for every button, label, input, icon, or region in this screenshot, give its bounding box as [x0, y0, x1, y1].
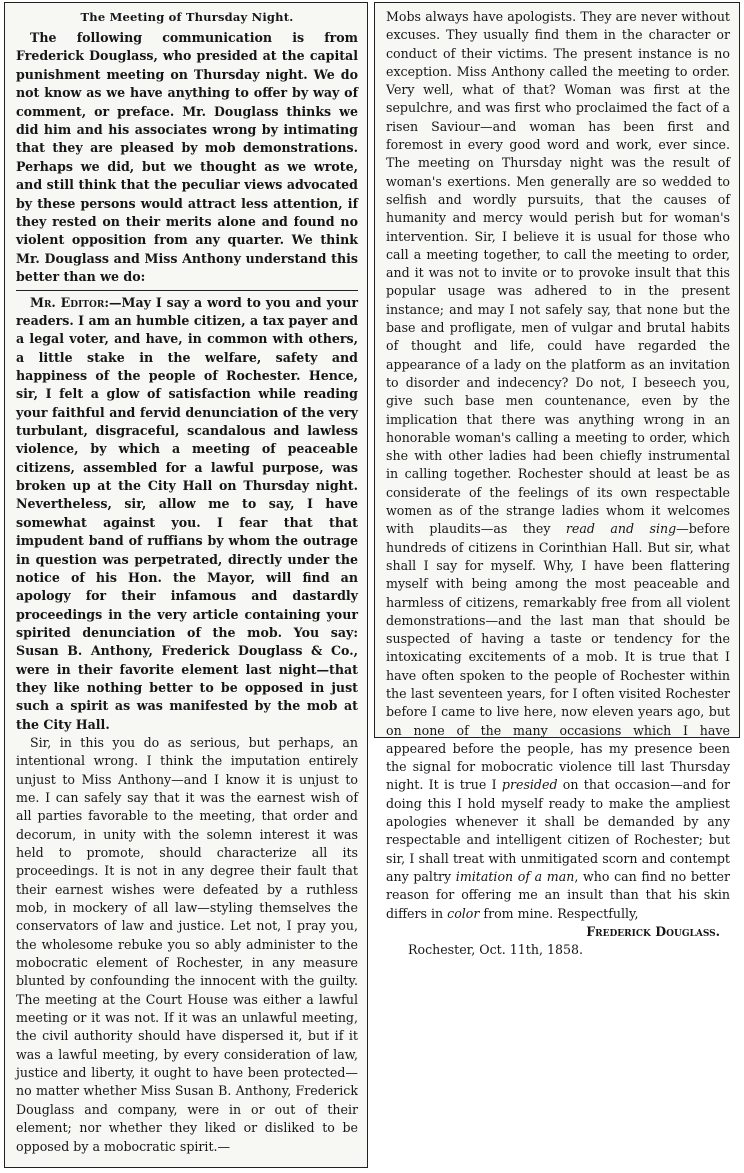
salutation: Mr. Editor	[30, 294, 105, 310]
right-column	[374, 2, 740, 958]
left-column	[4, 2, 368, 1168]
editorial-intro: The following communication is from Frederick Douglass, who presided at the capital punishment meeting on Thursday night. We do not know as we have anything to offer by way of comment, or preface. Mr. Douglass thinks we did him and his associates wrong by intimating that they are pleased by mob demonstrations. Perhaps we did, but we thought as we wrote, and still think that the peculiar views advocated by these persons would attract less attention, if they rested on their merits alone and found no violent opposition from any quarter. We think Mr. Douglass and Miss Anthony understand this better than we do:	[16, 30, 358, 285]
section-divider	[16, 290, 358, 291]
paragraph-3-part-a: Mobs always have apologists. They are never without excuses. They usually find them in the character or conduct of their victims. The present instance is no exception. Miss Anthony called the meeting to order. Very well, what of that? Woman was first at the sepulchre, and was first who proclaimed the fact of a risen Saviour—and woman has been first and foremost in every good word and work, ever since. The meeting on Thursday night was the result of woman's exertions. Men generally are so wedded to selfish and wordly pursuits, that the causes of humanity and mercy would perish but for woman's intervention. Sir, I believe it is usual for those who call a meeting together, to call the meeting to order, and it was not to invite or to provoke insult that this popular usage was adhered to in the present instance; and may I not safely say, that none but the base and profligate, men of vulgar and brutal habits of thought and life, could have regarded the appearance of a lady on the platform as an invitation to disorder and indecency? Do not, I beseech you, give such base men countenance, even by the implication that there was anything wrong in an honorable woman's calling a meeting to order, which she with other ladies had been chiefly instrumental in calling together. Rochester should at least be as considerate of the feelings of its own respectable women as of the strange ladies whom it welcomes with plaudits—as they	[386, 9, 730, 537]
closing-respectfully: Respectfully,	[557, 905, 639, 921]
italic-color: color	[447, 905, 480, 921]
italic-imitation-of-a-man: imitation of a man	[455, 868, 575, 884]
paragraph-3-part-c: on that occasion—and for doing this I hold myself ready to make the ampliest apologies whenever it shall be demanded by any respectable and intelligent citizen of Rochester; but sir, I shall treat with unmitigated scorn and contempt any paltry	[386, 777, 730, 884]
dateline: Rochester, Oct. 11th, 1858.	[408, 942, 584, 958]
paragraph-3-part-b: —before hundreds of citizens in Corinthian Hall. But sir, what shall I say for myself. Why, I have been flattering myself with being among the most peaceable and harmless of citizens, remarkably free from all violent demonstrations—and the last man that should be suspected of having a taste or tendency for the intoxicating excitements of a mob. It is true that I have often spoken to the people of Rochester within the last seventeen years, for I often visited Rochester before I came to live here, now eleven years ago, but on none of the many occasions which I have appeared before the people, has my presence been the signal for mobocratic violence till last Thursday night. It is true I	[386, 521, 730, 793]
letter-paragraph-2: Sir, in this you do as serious, but perhaps, an intentional wrong. I think the imputation entirely unjust to Miss Anthony—and I know it is unjust to me. I can safely say that it was the earnest wish of all parties favorable to the meeting, that order and decorum, in unity with the solemn interest it was held to promote, should characterize all its proceedings. It is not in any degree their fault that their earnest wishes were defeated by a ruthless mob, in mockery of all law—styling themselves the conservators of law and justice. Let not, I pray you, the wholesome rebuke you so ably administer to the mobocratic element of Rochester, in any measure blunted by confounding the innocent with the guilty. The meeting at the Court House was either a lawful meeting or it was not. If it was an unlawful meeting, the civil authority should have dispersed it, but if it was a lawful meeting, by every consideration of law, justice and liberty, it ought to have been protected—no matter whether Miss Susan B. Anthony, Frederick Douglass and company, were in or out of their element; nor whether they liked or disliked to be opposed by a mobocratic spirit.—	[16, 734, 358, 1154]
signature: Frederick Douglass.	[586, 923, 720, 939]
paragraph-3-part-d: , who can find no better reason for offering me an insult than that his skin differs in	[386, 868, 731, 921]
letter-paragraph-1-text: :—May I say a word to you and your readers. I am an humble citizen, a tax payer and a legal voter, and have, in common with others, a little stake in the welfare, safety and happiness of the people of Rochester. Hence, sir, I felt a glow of satisfaction while reading your faithful and fervid denunciation of the very turbulant, disgraceful, scandalous and lawless violence, by which a meeting of peaceable citizens, assembled for a lawful purpose, was broken up at the City Hall on Thursday night. Nevertheless, sir, allow me to say, I have somewhat against you. I fear that that impudent band of ruffians by whom the outrage in question was perpetrated, directly under the notice of his Hon. the Mayor, will find an apology for their infamous and dastardly proceedings in the very article containing your spirited denunciation of the mob. You say: Susan B. Anthony, Frederick Douglass & Co., were in their favorite element last night—that they like nothing better to be opposed in just such a spirit as was manifested by the mob at the City Hall.	[16, 294, 358, 732]
article-headline: The Meeting of Thursday Night.	[80, 10, 294, 24]
italic-presided: presided	[501, 777, 558, 793]
letter-paragraph-3	[386, 8, 730, 923]
italic-read-and-sing: read and sing	[565, 521, 677, 537]
letter-paragraph-1	[16, 294, 358, 734]
paragraph-3-part-e: from mine.	[483, 905, 554, 921]
